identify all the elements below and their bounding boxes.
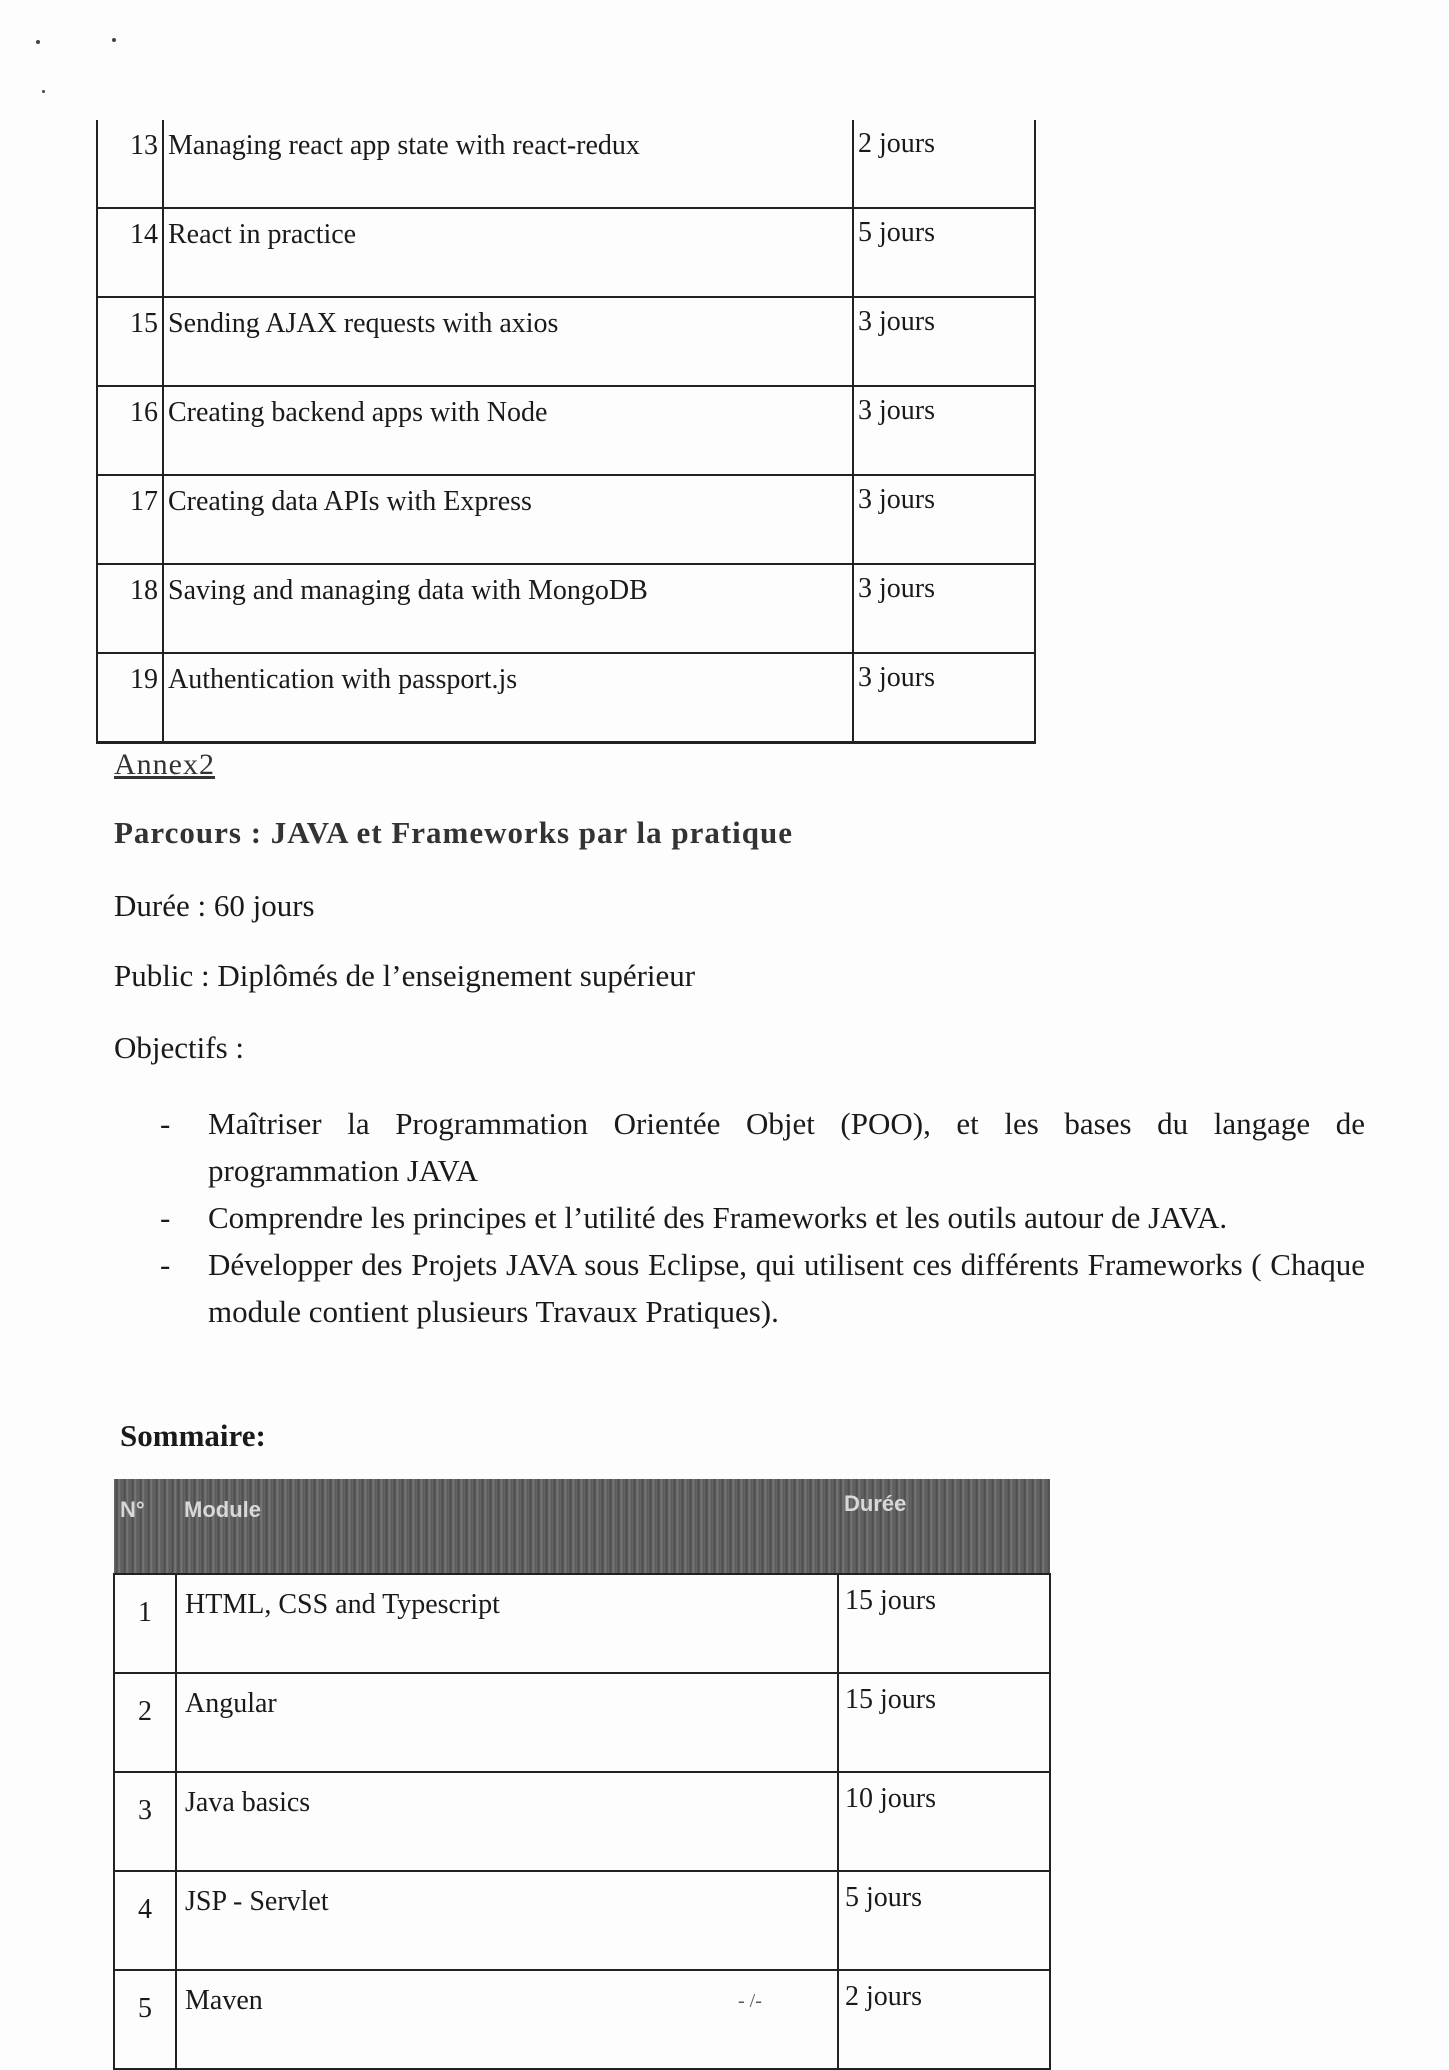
row-number: 17: [97, 475, 163, 564]
duration-line: Durée : 60 jours: [114, 888, 315, 923]
table-row: [97, 564, 1035, 653]
row-duration: 15 jours: [838, 1574, 1050, 1673]
row-duration: 3 jours: [853, 564, 1035, 653]
row-module: React in practice: [163, 208, 853, 297]
row-duration: 3 jours: [853, 386, 1035, 475]
row-module: Managing react app state with react-redux: [163, 120, 853, 208]
scan-speck: [36, 40, 40, 44]
row-number: 3: [114, 1772, 176, 1871]
row-number: 14: [97, 208, 163, 297]
objectives-list: [150, 1100, 1365, 1335]
row-number: 2: [114, 1673, 176, 1772]
table-row: [114, 1970, 1050, 2069]
row-module: JSP - Servlet: [176, 1871, 838, 1970]
row-module: Authentication with passport.js: [163, 653, 853, 743]
page-marker: - /-: [738, 1990, 762, 2012]
row-number: 16: [97, 386, 163, 475]
row-module: Creating data APIs with Express: [163, 475, 853, 564]
row-module: Maven: [176, 1970, 838, 2069]
header-number: N°: [114, 1479, 176, 1574]
row-duration: 2 jours: [853, 120, 1035, 208]
row-duration: 2 jours: [838, 1970, 1050, 2069]
row-module: Sending AJAX requests with axios: [163, 297, 853, 386]
row-duration: 5 jours: [853, 208, 1035, 297]
row-duration: 10 jours: [838, 1772, 1050, 1871]
summary-heading: Sommaire:: [120, 1418, 266, 1453]
row-number: 1: [114, 1574, 176, 1673]
row-module: Saving and managing data with MongoDB: [163, 564, 853, 653]
table-row: [97, 120, 1035, 208]
audience-line: Public : Diplômés de l’enseignement supérieur: [114, 958, 696, 993]
scan-speck: [112, 38, 116, 42]
row-module: Creating backend apps with Node: [163, 386, 853, 475]
table-row: [114, 1772, 1050, 1871]
list-item: - Maîtriser la Programmation Orientée Objet (POO), et les bases du langage de programmation JAVA: [150, 1100, 1365, 1194]
annex-heading: Annex2: [114, 748, 215, 781]
parcours-title: Parcours : JAVA et Frameworks par la pratique: [114, 815, 794, 850]
row-number: 4: [114, 1871, 176, 1970]
table-row: [114, 1871, 1050, 1970]
scan-speck: [42, 90, 45, 93]
row-number: 5: [114, 1970, 176, 2069]
row-number: 13: [97, 120, 163, 208]
row-number: 19: [97, 653, 163, 743]
table-row: [97, 386, 1035, 475]
table-row: [114, 1673, 1050, 1772]
summary-table: [113, 1479, 1051, 2070]
table-row: [97, 475, 1035, 564]
table-header-row: [114, 1479, 1050, 1574]
header-module: Module: [176, 1479, 838, 1574]
row-module: HTML, CSS and Typescript: [176, 1574, 838, 1673]
modules-table-continued: [96, 120, 1036, 744]
list-item: - Développer des Projets JAVA sous Eclipse, qui utilisent ces différents Frameworks ( Chaque module contient plusieurs Travaux Pratiques).: [150, 1241, 1365, 1335]
row-duration: 5 jours: [838, 1871, 1050, 1970]
row-duration: 3 jours: [853, 475, 1035, 564]
row-number: 18: [97, 564, 163, 653]
table-row: [97, 297, 1035, 386]
row-module: Java basics: [176, 1772, 838, 1871]
row-duration: 3 jours: [853, 297, 1035, 386]
table-row: [97, 208, 1035, 297]
table-row: [114, 1574, 1050, 1673]
row-duration: 15 jours: [838, 1673, 1050, 1772]
header-duration: Durée: [838, 1479, 1050, 1574]
row-duration: 3 jours: [853, 653, 1035, 743]
row-module: Angular: [176, 1673, 838, 1772]
list-item: - Comprendre les principes et l’utilité des Frameworks et les outils autour de JAVA.: [150, 1194, 1365, 1241]
table-row: [97, 653, 1035, 743]
objectives-label: Objectifs :: [114, 1030, 244, 1065]
row-number: 15: [97, 297, 163, 386]
